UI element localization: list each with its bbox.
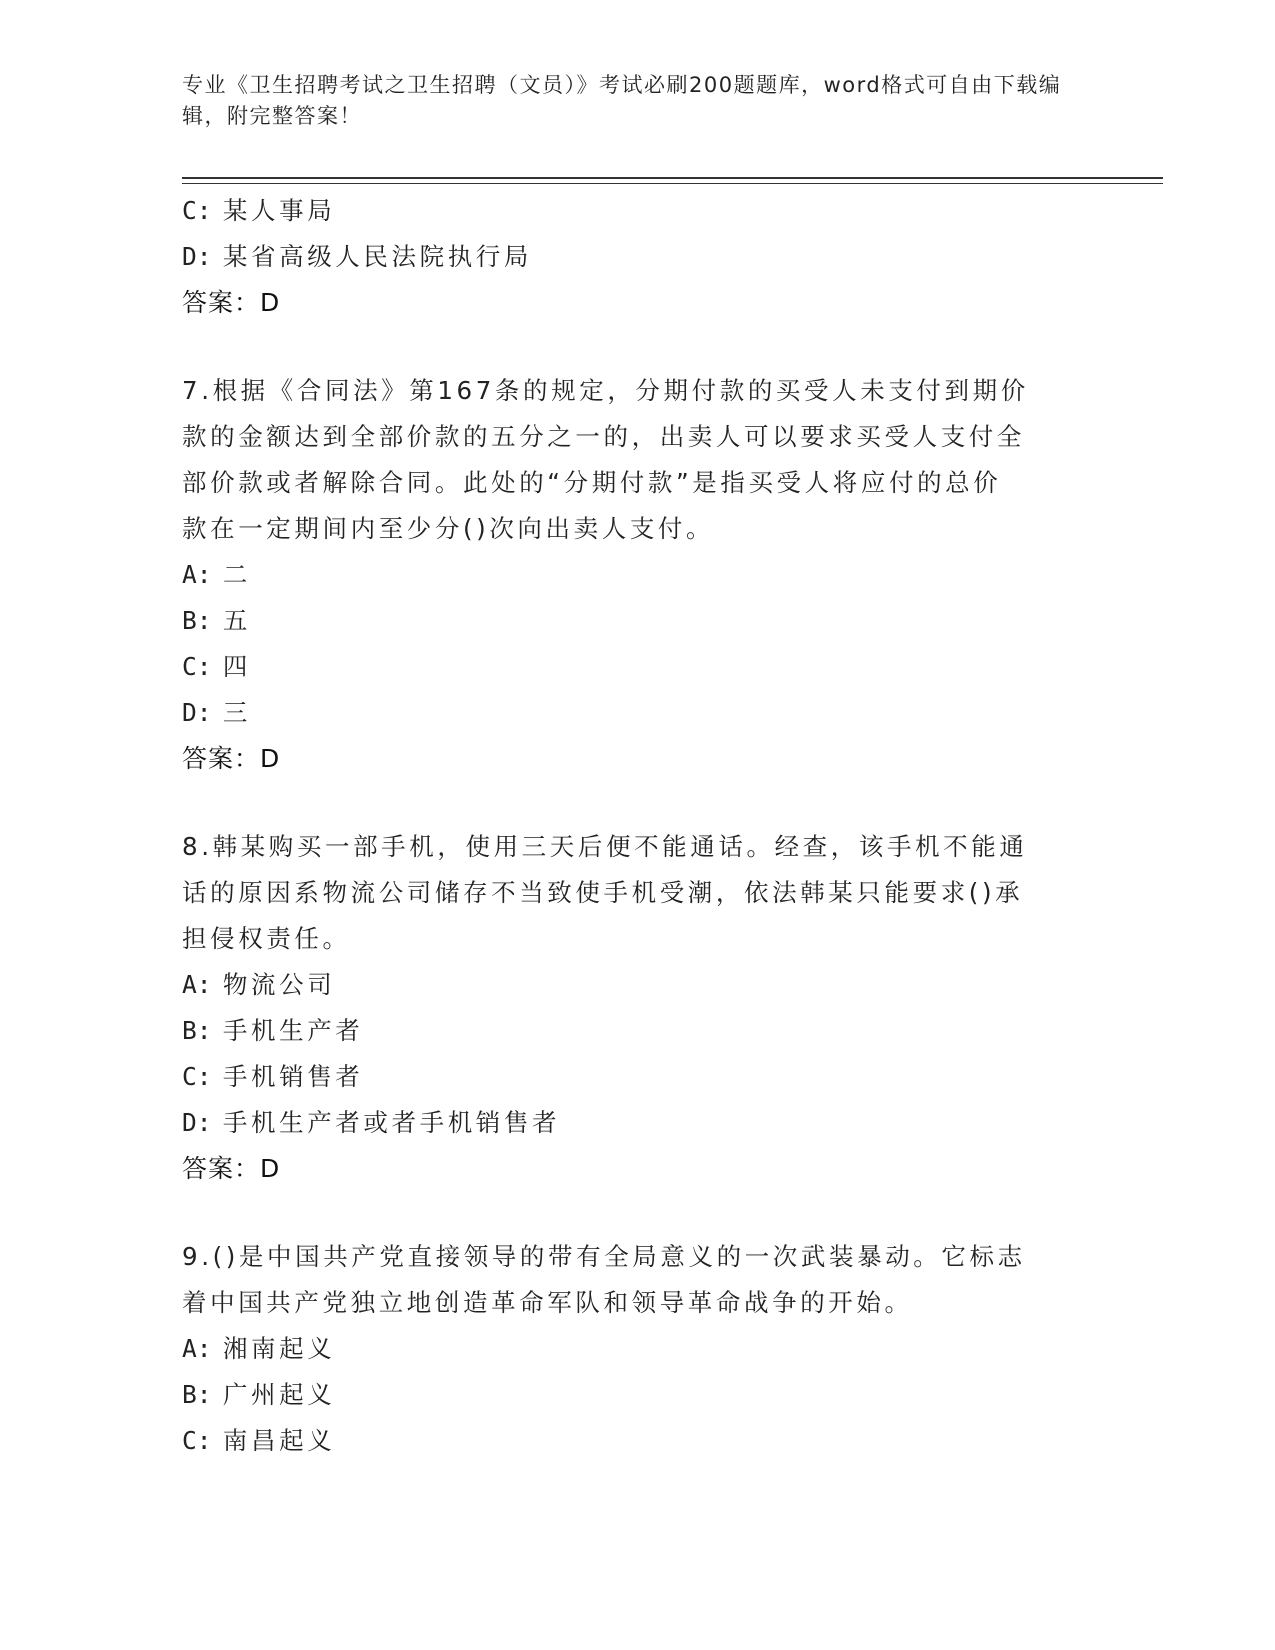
option-b: B: 五 xyxy=(182,606,252,635)
option-c: C: 南昌起义 xyxy=(182,1426,336,1455)
document-header: 专业《卫生招聘考试之卫生招聘（文员）》考试必刷200题题库，word格式可自由下载编辑，附完整答案！ xyxy=(182,73,1062,128)
option-b: B: 广州起义 xyxy=(182,1380,336,1409)
question-8 xyxy=(182,824,1082,1192)
prev-answer: 答案：D xyxy=(182,288,281,317)
question-7-answer: 答案：D xyxy=(182,744,281,773)
header-rule-thin xyxy=(182,183,1163,184)
option-d: D: 某省高级人民法院执行局 xyxy=(182,242,533,271)
question-8-text: 8.韩某购买一部手机，使用三天后便不能通话。经查，该手机不能通 话的原因系物流公司储存不当致使手机受潮，依法韩某只能要求()承 担侵权责任。 xyxy=(182,832,1028,953)
header-rule-thick xyxy=(182,177,1163,179)
question-content xyxy=(182,188,1082,1464)
option-d: D: 手机生产者或者手机销售者 xyxy=(182,1108,561,1137)
option-b: B: 手机生产者 xyxy=(182,1016,364,1045)
question-8-answer: 答案：D xyxy=(182,1154,281,1183)
option-a: A: 物流公司 xyxy=(182,970,336,999)
question-7-text: 7.根据《合同法》第167条的规定，分期付款的买受人未支付到期价 款的金额达到全部价款的五分之一的，出卖人可以要求买受人支付全 部价款或者解除合同。此处的“分期付款”是指买受人将应付的总价 款在一定期间内至少分()次向出卖人支付。 xyxy=(182,376,1029,543)
question-7 xyxy=(182,368,1082,782)
option-c: C: 某人事局 xyxy=(182,196,336,225)
question-9-text: 9.()是中国共产党直接领导的带有全局意义的一次武装暴动。它标志 着中国共产党独立地创造革命军队和领导革命战争的开始。 xyxy=(182,1242,1026,1317)
prev-question-options xyxy=(182,188,1082,280)
option-a: A: 二 xyxy=(182,560,252,589)
option-c: C: 四 xyxy=(182,652,252,681)
question-9 xyxy=(182,1234,1082,1464)
option-c: C: 手机销售者 xyxy=(182,1062,364,1091)
option-a: A: 湘南起义 xyxy=(182,1334,336,1363)
option-d: D: 三 xyxy=(182,698,252,727)
